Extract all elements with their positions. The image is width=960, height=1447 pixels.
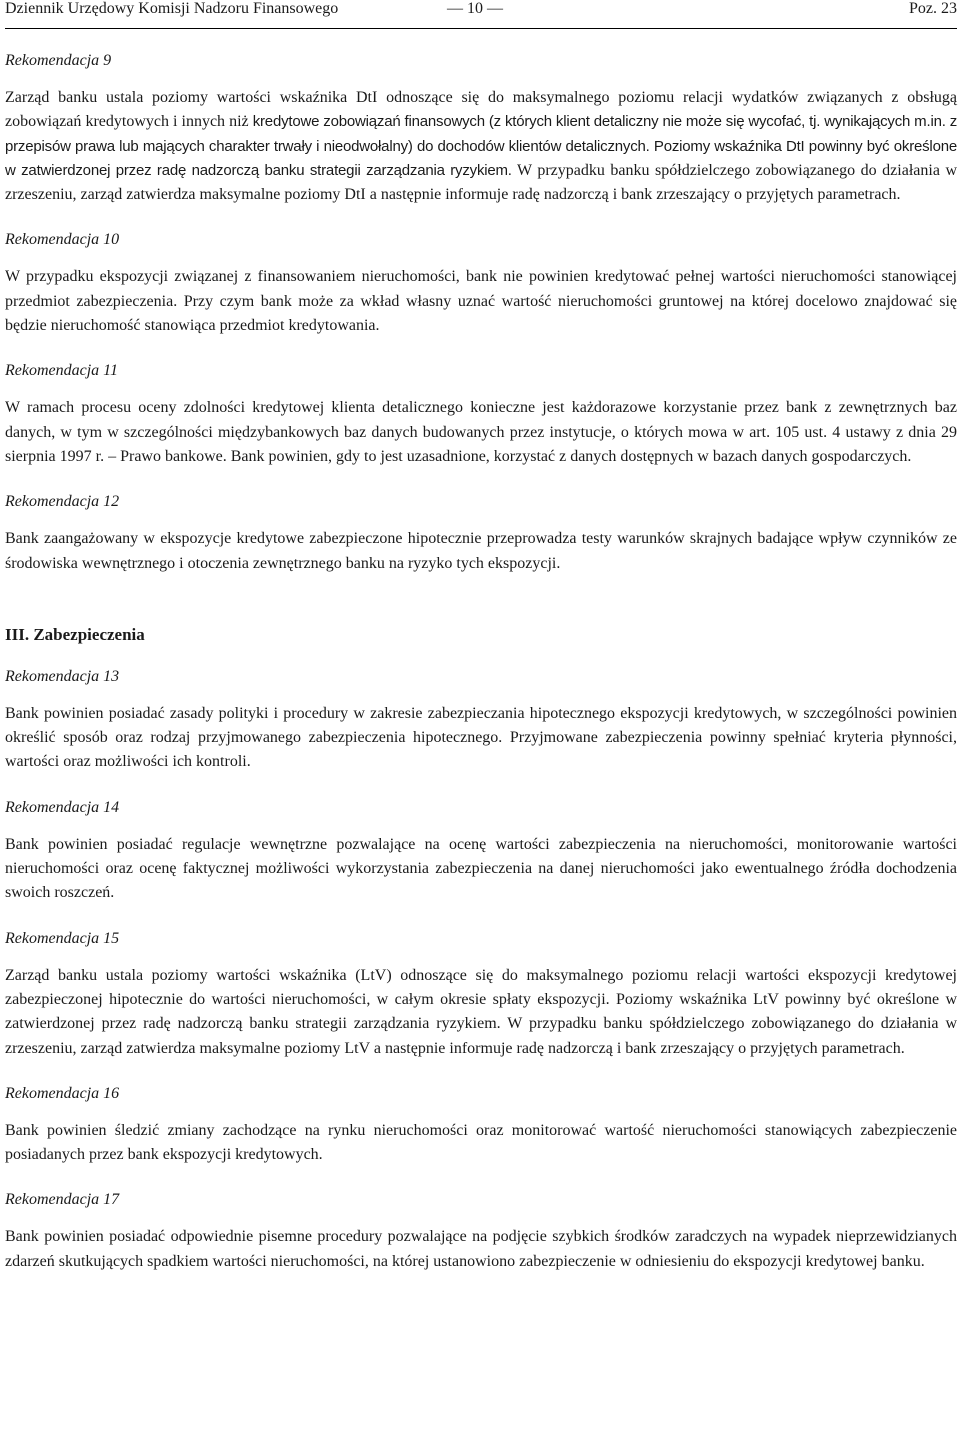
recommendation-text: Bank zaangażowany w ekspozycje kredytowe zabezpieczone hipotecznie przeprowadza testy warunków skrajnych badające wpływ czynników ze środowiska wewnętrznego i otoczenia zewnętrznego banku na ryzyko tych ekspozycji. bbox=[5, 530, 957, 572]
text-segment: Zarząd banku ustala poziomy wartości wskaźnika DtI odnoszące się do maksymalnego poziomu relacji wydatków związanych z obsługą zobowiązań kredytowych i innych niż bbox=[5, 89, 957, 131]
document-body bbox=[5, 50, 957, 1274]
recommendation-title: Rekomendacja 15 bbox=[5, 929, 120, 947]
recommendation-11 bbox=[5, 360, 957, 469]
recommendation-12 bbox=[5, 491, 957, 576]
recommendation-title: Rekomendacja 16 bbox=[5, 1084, 120, 1102]
recommendation-title: Rekomendacja 12 bbox=[5, 493, 120, 511]
recommendation-16 bbox=[5, 1083, 957, 1168]
text-segment-sans: kredytowe zobowiązań finansowych (z których klient detaliczny nie może się wycofać, tj. wynikających m.in. z przepisów prawa lub mających charakter trwały i nieodwołalny) do dochodów klientów detalicznych. Poziomy wskaźnika DtI powinny być określone w zatwierdzonej przez radę nadzorczą banku strategii zarządzania ryzykiem. bbox=[5, 113, 957, 179]
recommendation-9 bbox=[5, 50, 957, 207]
journal-title: Dziennik Urzędowy Komisji Nadzoru Finansowego bbox=[5, 0, 339, 17]
recommendation-title: Rekomendacja 10 bbox=[5, 231, 120, 249]
recommendation-title: Rekomendacja 13 bbox=[5, 667, 120, 685]
recommendation-title: Rekomendacja 14 bbox=[5, 798, 120, 816]
recommendation-title: Rekomendacja 11 bbox=[5, 362, 118, 380]
recommendation-10 bbox=[5, 229, 957, 338]
recommendation-text: Zarząd banku ustala poziomy wartości wskaźnika (LtV) odnoszące się do maksymalnego poziomu relacji wartości ekspozycji kredytowej zabezpieczonej hipotecznie do wartości nieruchomości, w całym okresie spłaty ekspozycji. Poziomy wskaźnika LtV powinny być określone w zatwierdzonej przez radę nadzorczą banku strategii zarządzania ryzykiem. W przypadku banku spółdzielczego zobowiązanego do działania w zrzeszeniu, zarząd zatwierdza maksymalne poziomy LtV a następnie informuje radę nadzorczą i bank zrzeszający o przyjętych parametrach. bbox=[5, 966, 957, 1057]
recommendation-text: W ramach procesu oceny zdolności kredytowej klienta detalicznego konieczne jest każdorazowe korzystanie przez bank z zewnętrznych baz danych, w tym w szczególności międzybankowych baz danych budowanych przez instytucje, o których mowa w art. 105 ust. 4 ustawy z dnia 29 sierpnia 1997 r. – Prawo bankowe. Bank powinien, gdy to jest uzasadnione, korzystać z danych dostępnych w bazach danych gospodarczych. bbox=[5, 399, 957, 465]
recommendation-text: Bank powinien posiadać regulacje wewnętrzne pozwalające na ocenę wartości zabezpieczenia na nieruchomości, monitorowanie wartości nieruchomości oraz ocenę faktycznej możliwości wykorzystania zabezpieczenia na danej nieruchomości jako ewentualnego źródła dochodzenia swoich roszczeń. bbox=[5, 835, 957, 902]
page-header bbox=[5, 0, 957, 29]
recommendation-text bbox=[5, 86, 957, 207]
recommendation-13 bbox=[5, 666, 957, 775]
recommendation-title: Rekomendacja 17 bbox=[5, 1191, 120, 1209]
recommendation-text: Bank powinien posiadać odpowiednie pisemne procedury pozwalające na podjęcie szybkich środków zaradczych na wypadek nieprzewidzianych zdarzeń skutkujących spadkiem wartości nieruchomości, na której ustanowiono zabezpieczenie w odniesieniu do ekspozycji kredytowej banku. bbox=[5, 1228, 957, 1270]
position-number: Poz. 23 bbox=[909, 0, 957, 17]
recommendation-text: Bank powinien posiadać zasady polityki i procedury w zakresie zabezpieczania hipotecznego ekspozycji kredytowych, w szczególności powinien określić sposób oraz rodzaj przyjmowanego zabezpieczenia hipotecznego. Przyjmowane zabezpieczenia powinny spełniać kryteria płynności, wartości oraz możliwości ich kontroli. bbox=[5, 704, 957, 771]
recommendation-17 bbox=[5, 1189, 957, 1274]
recommendation-14 bbox=[5, 797, 957, 906]
page-number: — 10 — bbox=[447, 0, 503, 17]
recommendation-text: W przypadku ekspozycji związanej z finansowaniem nieruchomości, bank nie powinien kredytować pełnej wartości nieruchomości stanowiącej przedmiot zabezpieczenia. Przy czym bank może za wkład własny uznać wartość nieruchomości gruntowej na której docelowo znajdować się będzie nieruchomość stanowiąca przedmiot kredytowania. bbox=[5, 268, 957, 335]
text-segment: W przypadku banku spółdzielczego zobowiązanego do działania w zrzeszeniu, zarząd zatwierdza maksymalne poziomy DtI a następnie informuje radę nadzorczą i bank zrzeszający o przyjętych parametrach. bbox=[5, 161, 957, 204]
recommendation-15 bbox=[5, 928, 957, 1061]
recommendation-title: Rekomendacja 9 bbox=[5, 52, 112, 69]
recommendation-text: Bank powinien śledzić zmiany zachodzące na rynku nieruchomości oraz monitorować wartość nieruchomości stanowiących zabezpieczenie posiadanych przez bank ekspozycji kredytowych. bbox=[5, 1121, 957, 1164]
section-heading: III. Zabezpieczenia bbox=[5, 624, 145, 644]
